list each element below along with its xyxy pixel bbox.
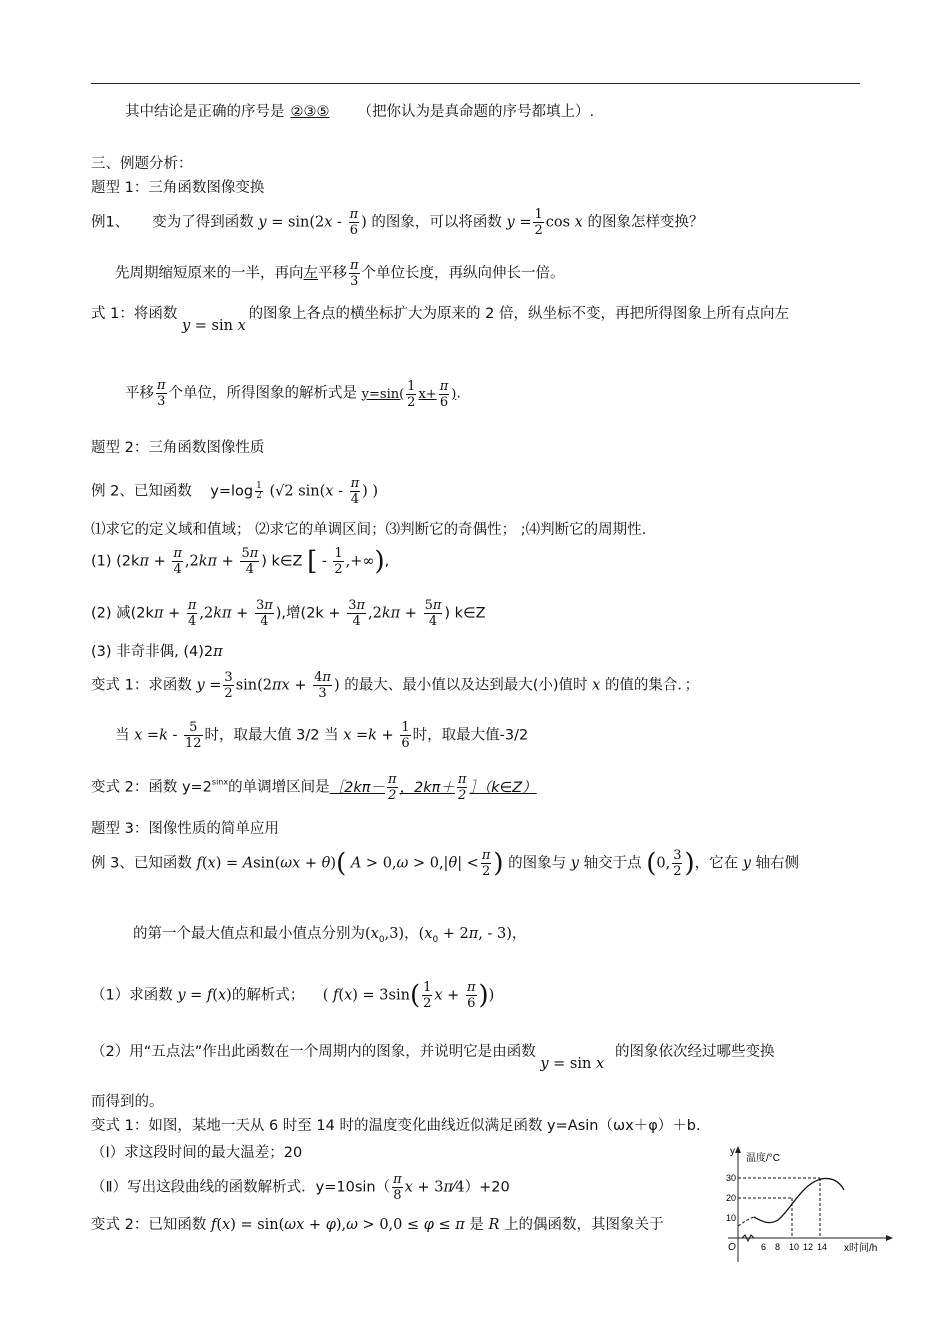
x-tick-label: 12 [803, 1242, 814, 1252]
type2-variant2: 变式 2：函数 $y=2^{sinx}$的单调增区间是［2kπ－ $\frac{\pi}{2}$ ，2kπ＋ $\frac{\pi}{2}$ ］（k∈Z） [91, 772, 537, 803]
example3-q2-cont: 而得到的。 [91, 1094, 164, 1110]
type3-variant2: 变式 2：已知函数 f(x) = sin(ωx + φ),ω > 0,0 ≤ φ ≤ π 是 R 上的偶函数，其图象关于 [91, 1217, 664, 1233]
example3-q2: （2）用“五点法”作出此函数在一个周期内的图象，并说明它是由函数 y = sin x 的图象依次经过哪些变换 [91, 1044, 775, 1072]
x-tick-label: 10 [789, 1242, 800, 1252]
graph-ticks [726, 1173, 827, 1252]
y-axis-name: y [730, 1146, 735, 1157]
example2: 例 2、已知函数 y=log $\frac{1}{2}$ (√2 sin(x - $\frac{\pi}{4}$ ) ) [91, 476, 379, 507]
x-axis-label: x时间/h [844, 1243, 878, 1254]
example2-questions: ⑴求它的定义域和值域； ⑵求它的单调区间；⑶判断它的奇偶性； ;⑷判断它的周期性. [91, 522, 647, 538]
answer-blank: ②③⑤ [290, 104, 330, 120]
example3-line2: 的第一个最大值点和最小值点分别为$(x_0,3)$，($x_0 + 2\pi$, - 3)， [133, 926, 527, 945]
example3: 例 3、已知函数 f(x) = Asin(ωx + θ)( A > 0,ω > 0,|θ| < $\frac{\pi}{2}$ ) 的图象与 y 轴交于点 (0, $\frac{3}{2}$ )，它在 y 轴右侧 [91, 848, 800, 879]
type1-variant1-cont: 平移 $\frac{\pi}{3}$ 个单位，所得图象的解析式是 y=sin( $\frac{1}{2}$ x+ $\frac{\pi}{6}$ ). [125, 378, 461, 410]
type1-variant1: 式 1：将函数 y = sin x 的图象上各点的横坐标扩大为原来的 2 倍，纵坐标不变，再把所得图象上所有点向左 [91, 306, 790, 334]
example3-q1: （1）求函数 y = f(x)的解析式； ( f(x) = 3sin( $\frac{1}{2}$ x + $\frac{\pi}{6}$ )) [91, 980, 495, 1011]
y-axis-label: 温度/°C [746, 1153, 780, 1164]
temperature-curve [754, 1178, 844, 1222]
example2-answer1: (1) (2kπ + $\frac{\pi}{4}$ ,2kπ + $\frac{5\pi}{4}$ ) k∈Z [ - $\frac{1}{2}$ ,+∞), [91, 546, 390, 577]
type3-title: 题型 3：图像性质的简单应用 [91, 821, 279, 837]
example1: 例1、 变为了得到函数 y = sin(2x - $\frac{\pi}{6}$ ) 的图象，可以将函数 y = $\frac{1}{2}$ cos x 的图象怎样变换？ [91, 207, 704, 238]
y-axis-arrow [735, 1146, 741, 1153]
y-tick-label: 10 [726, 1213, 737, 1223]
type3-variant1-q2: （Ⅱ）写出这段曲线的函数解析式．y=10sin（ $\frac{\pi}{8}$ x + 3π⁄4）+20 [91, 1172, 510, 1203]
type2-variant1-answer: 当 x =k - $\frac{5}{12}$ 时，取最大值 3/2 当 x =k + $\frac{1}{6}$ 时，取最大值-3/2 [115, 720, 529, 751]
example2-answer3: (3) 非奇非偶, (4)2π [91, 644, 223, 660]
type1-title: 题型 1：三角函数图像变换 [91, 180, 265, 196]
type2-variant1: 变式 1：求函数 y = $\frac{3}{2}$ sin(2πx + $\frac{4\pi}{3}$ ) 的最大、最小值以及达到最大(小)值时 x 的值的集合．； [91, 670, 700, 701]
temperature-graph [724, 1142, 904, 1272]
x-tick-label: 6 [761, 1242, 767, 1252]
type3-variant1-q1: （Ⅰ）求这段时间的最大温差；20 [91, 1145, 303, 1161]
curve-extension-dashed [738, 1217, 754, 1226]
x-tick-label: 8 [775, 1242, 781, 1252]
header-rule [91, 83, 860, 84]
x-tick-label: 14 [817, 1242, 828, 1252]
example1-answer: 先周期缩短原来的一半，再向左平移 $\frac{\pi}{3}$ 个单位长度，再纵向伸长一倍。 [115, 258, 565, 289]
type2-title: 题型 2：三角函数图像性质 [91, 440, 265, 456]
y-tick-label: 20 [726, 1193, 737, 1203]
type3-variant1: 变式 1：如图，某地一天从 6 时至 14 时的温度变化曲线近似满足函数 y=Asin（ωx＋φ）＋b. [91, 1118, 701, 1134]
origin-label: O [728, 1242, 736, 1253]
example2-answer2: (2) 减(2kπ + $\frac{\pi}{4}$ ,2kπ + $\frac{3\pi}{4}$ ),增(2k + $\frac{3\pi}{4}$ ,2kπ + $\frac{5\pi}{4}$ ) k∈Z [91, 598, 486, 629]
y-tick-label: 30 [726, 1173, 737, 1183]
x-axis-arrow [886, 1235, 893, 1241]
conclusion-line: 其中结论是正确的序号是 ②③⑤ （把你认为是真命题的序号都填上）. [125, 104, 595, 120]
section-heading: 三、例题分析： [91, 156, 193, 172]
